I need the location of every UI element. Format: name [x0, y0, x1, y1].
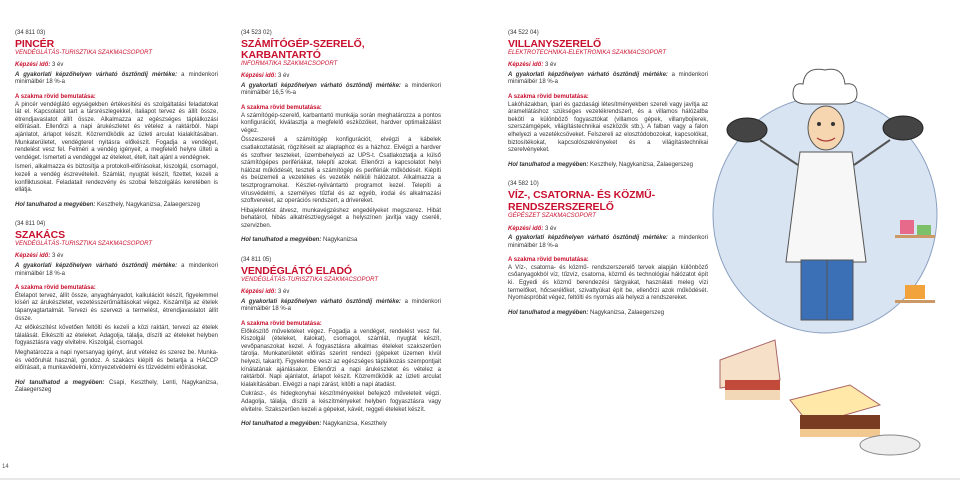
description-heading: A szakma rövid bemutatása:: [241, 104, 322, 111]
section-title-line2: RENDSZERSZERELŐ: [508, 200, 614, 213]
description-heading: A szakma rövid bemutatása:: [15, 285, 96, 292]
stipend-line: A gyakorlati képzőhelyen várható ösztöndíj mértéke: a mindenkori minimálbér 16,5 %-a: [241, 82, 441, 97]
section-subtitle: VENDÉGLÁTÁS-TURISZTIKA SZAKMACSOPORT: [15, 240, 153, 247]
where-line: Hol tanulhatod a megyében: Keszthely, Nagykanizsa, Zalaegerszeg: [15, 201, 200, 208]
where-line: Hol tanulhatod a megyében: Nagykanizsa: [241, 237, 358, 244]
section-title: SZÁMÍTÓGÉP-SZERELŐ, KARBANTARTÓ: [241, 37, 365, 61]
duration-line: Képzési idő: 3 év: [508, 62, 557, 69]
description-text: Összeszereli a számítógép konfigurációt, elvégzi a kábelek csatlakoztatását, rögzítéseit az alaplaphoz és a házhoz. Elvégzi a hardver és szoftver teszteket, üzembehelyezi az UPS-t. Csatlakoztatja a külső számítógépes perifériákat, telepíti azokat. Ellenőrzi a kapcsolatot helyi hálózat működését, teszteli a számítógép és perifériák működését. Kiépíti és beüzemeli a vezetékes és vezeték nélküli hálózatot. Alkalmazza a tesztprogramokat. Készlet-nyilvántartó programot kezel. Telepíti a vírusvédelmi, a személyes tűzfal és az egyéb, irodai és alkalmazási szoftvereket, az operációs rendszert, a drivereket.: [241, 137, 441, 205]
where-line: Hol tanulhatod a megyében: Keszthely, Nagykanizsa, Zalaegerszeg: [508, 161, 693, 168]
section-title: VILLANYSZERELŐ: [508, 37, 602, 50]
description-heading: A szakma rövid bemutatása:: [15, 93, 96, 100]
description-heading: A szakma rövid bemutatása:: [508, 257, 589, 264]
section-title: PINCÉR: [15, 37, 55, 50]
chef-jacket-shape: [786, 152, 866, 262]
stipend-line: A gyakorlati képzőhelyen várható ösztöndíj mértéke: a mindenkori minimálbér 18 %-a: [15, 263, 218, 277]
section-title: VENDÉGLÁTÓ ELADÓ: [241, 264, 352, 277]
description-text: A számítógép-szerelő, karbantartó munkája során meghatározza a pontos konfigurációt, kiválasztja a megfelelő eszközöket, hardver optimalizálást végez.: [241, 112, 441, 134]
description-text: Ismeri, alkalmazza és biztosítja a protokoll-előírásokat, kiszolgál, csomagol, kezeli a vendég észrevételeit. Számlát, nyugtát készít, fizettet, kezeli a konfliktusokat. Feladatait rendezvény és szobai felszolgálás keretében is ellátja.: [15, 164, 218, 194]
description-text: A pincér vendéglátó egységekben értékesítési és szolgáltatási feladatokat lát el. Kapcsolatot tart a társrészlegekkel, italiapot tervez és állít össze, étrendjavaslatot állít össze. Alkalmazza az egészséges táplálkozási előírásait. Ellenőrzi a napi árukészletet és vételez a raktárból. Napi ajánlatot, árlapot készít. Közreműködik az üzleti arculat kialakításában. Munkaterületet, vendégteret nyitásra előkészít. Fogadja a vendéget, rendelést vesz fel. Felméri a vendég igényeit, a megfelelő helyre ülteti a vendéget. Ismerteti a vendéggel az ételeket, ételt, italt ajánl a vendégnek.: [15, 101, 218, 161]
illustration-credit: [928, 300, 938, 470]
description-text: Előkészítő műveleteket végez. Fogadja a vendéget, rendelést vesz fel. Kiszolgál (ételeket, italokat), csomagol, számlát, nyugtát készít, vevőpanaszokat kezel. A fogyasztásra alkalmas ételeket szakszerűen tárolja. Munkaterületét előírás szerint rendezi (gépeket üzemen kívül helyezi, takarít). Figyelembe veszi az egészséges táplálkozás szempontjait kínálatának ajánlásakor. Ellenőrzi a napi árukészletet és vételez a raktárból. Napi ajánlatot, árlapot készít. Közreműködik az üzleti arculat kialakításában. Elvégzi a napi zárást, kitölti a napi átadást.: [241, 328, 441, 388]
section-title: VÍZ-, CSATORNA- ÉS KÖZMŰ-: [508, 188, 656, 201]
description-text: Az előkészítést követően feltölti és kezeli a közi raktárt, tervezi az ételek tálalását. Elkészíti az ételeket. Adagolja, tálalja, díszíti az ételeket helyben fogyasztásra vagy elvitelre. Kiszolgál, csomagol.: [15, 325, 218, 347]
where-line: Hol tanulhatod a megyében: Nagykanizsa, Zalaegerszeg: [508, 309, 665, 316]
stipend-line: A gyakorlati képzőhelyen várható ösztöndíj mértéke: a mindenkori minimálbér 18 %-a: [508, 235, 708, 249]
description-heading: A szakma rövid bemutatása:: [508, 93, 589, 100]
frying-pan-left-shape: [727, 118, 767, 142]
description-text: Hibajelentést átvesz, munkavégzéshez engedélyeket megszerez. Hibát behatárol, hibás alkatrészt/egységet a helyszínen javítja vagy cseréli, szervizben.: [241, 207, 441, 229]
description-text: Meghatározza a napi nyersanyag igényt, árut vételez és szerez be. Munka- és védőruhát használ, gondoz. A szakács kiépíti és betartja a HACCP előírásait, a munkavédelmi, környezetvédelmi és tűzvédelmi előírásokat.: [15, 350, 218, 372]
section-subtitle: ELEKTROTECHNIKA-ELEKTRONIKA SZAKMACSOPORT: [508, 49, 667, 56]
section-code: (34 582 10): [508, 181, 539, 188]
description-heading: A szakma rövid bemutatása:: [241, 321, 322, 328]
stipend-line: A gyakorlati képzőhelyen várható ösztöndíj mértéke: a mindenkori minimálbér 18 %-a: [241, 298, 441, 313]
where-line: Hol tanulhatod a megyében: Csapi, Keszthely, Lenti, Nagykanizsa, Zalaegerszeg: [15, 379, 219, 394]
section-code: (34 811 05): [241, 257, 272, 264]
duration-line: Képzési idő: 3 év: [508, 225, 557, 232]
section-subtitle: VENDÉGLÁTÁS-TURISZTIKA SZAKMACSOPORT: [241, 276, 379, 283]
description-text: A Víz-, csatorna- és közmű- rendszerszerelő tervek alapján különböző csőanyagokból víz, tűzvíz, csatorna, közmű és technológiai hálózatot épít ki. Egyedi és közmű berendezési tárgyakat, használati meleg vízi termelőket, hőcserélőket, szivattyúkat épít be, ellenőrzi azok működését. Nyomáspróbát végez, feltölti és nyomás alá helyezi a rendszereket.: [508, 264, 708, 302]
page-number: 14: [2, 464, 9, 470]
description-text: Cukrász-, és hidegkonyhai készítményekkel befejező műveleteit végzi. Adagolja, tálalja, díszíti a készítményeket helyben fogyasztásra vagy elvitelre. Szakszerűen kezeli a gépeket, kávét, reggeli ételeket készít.: [241, 391, 441, 413]
column-middle: [241, 30, 441, 431]
duration-line: Képzési idő: 3 év: [15, 62, 64, 69]
chef-hat-shape: [793, 69, 857, 104]
section-code: (34 811 04): [15, 221, 46, 228]
duration-line: Képzési idő: 3 év: [15, 253, 64, 260]
description-text: Ételapot tervez, állít össze, anyaghányadot, kalkulációt készít, figyelemmel kíséri az árukészletet, vezetésszerűmáltásokat végez. Kiszámítja az ételek tápanyagtartalmát. Tervezi és szervezi a termelést, étrendjavaslatot állít össze.: [15, 292, 218, 322]
description-text: Lakóházakban, ipari és gazdasági létesítményekben szereli vagy javítja az áramellátáshoz szükséges vezetékrendszert, és a villamos hálózatba bekötí a különböző fogyasztókat (villamos gépek, villanybojlerek, szerszámgépek, világítástechnikai eszközök stb.). A falban vagy a falon elhelyezi a vezetékcsöveket. Felszereli az elosztódobozokat, kapcsolókat, biztosítékokat, kapcsolószekrényeket és a világítástechnikai szerelvényeket.: [508, 101, 708, 154]
section-title: SZAKÁCS: [15, 228, 66, 241]
section-subtitle: GÉPÉSZET SZAKMACSOPORT: [508, 212, 596, 219]
section-code: (34 523 02): [241, 30, 272, 36]
section-code: (34 522 04): [508, 30, 539, 36]
where-line: Hol tanulhatod a megyében: Nagykanizsa, Keszthely: [241, 421, 387, 428]
column-left: [15, 30, 218, 397]
section-code: (34 811 03): [15, 30, 46, 36]
duration-line: Képzési idő: 3 év: [241, 289, 290, 296]
stipend-line: A gyakorlati képzőhelyen várható ösztöndíj mértéke: a mindenkori minimálbér 18 %-a: [15, 71, 218, 86]
page-bottom-rule: [0, 478, 960, 480]
duration-line: Képzési idő: 3 év: [241, 73, 290, 80]
section-subtitle: VENDÉGLÁTÁS-TURISZTIKA SZAKMACSOPORT: [15, 49, 153, 56]
chef-face-shape: [808, 106, 844, 150]
column-right: [508, 30, 708, 319]
chef-drawing-illustration: [705, 60, 940, 480]
frying-pan-right-shape: [883, 116, 923, 140]
section-subtitle: INFORMATIKA SZAKMACSOPORT: [241, 60, 338, 67]
stipend-line: A gyakorlati képzőhelyen várható ösztöndíj mértéke: a mindenkori minimálbér 18 %-a: [508, 71, 708, 86]
